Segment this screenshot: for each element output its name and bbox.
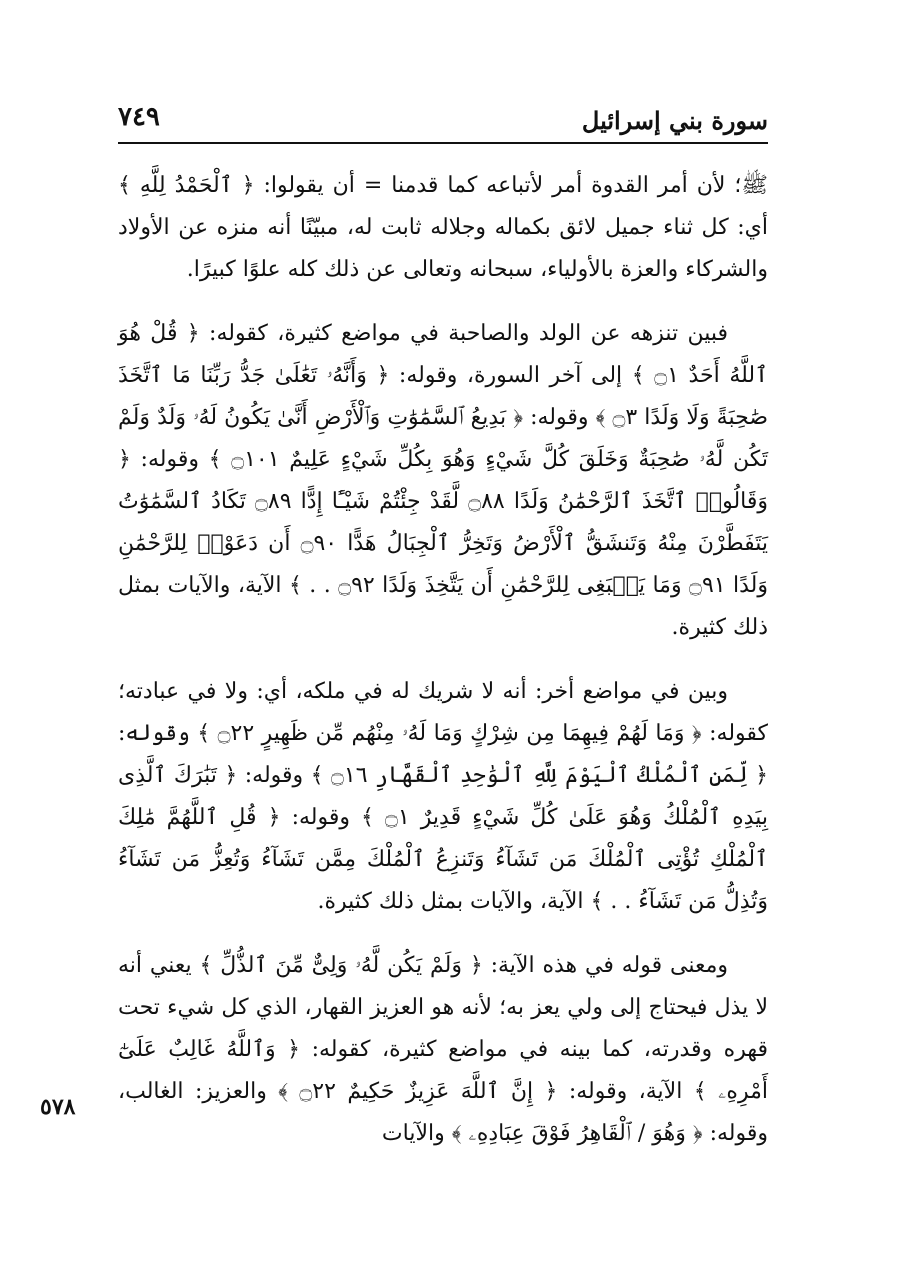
paragraph-1: ﷺ؛ لأن أمر القدوة أمر لأتباعه كما قدمنا = أن يقولوا: ﴿ ٱلْحَمْدُ لِلَّهِ ﴾ أي: كل ثناء جميل لائق بكماله وجلاله ثابت له، مبيّنًا أنه منزه عن الأولاد والشركاء والعزة بالأولياء، سبحانه وتعالى عن ذلك كله علوًا كبيرًا. — [118, 173, 768, 282]
page-body — [118, 165, 768, 1177]
page-header — [118, 100, 768, 144]
paragraph-4: ومعنى قوله في هذه الآية: ﴿ وَلَمْ يَكُن لَّهُۥ وَلِىٌّ مِّنَ ٱلذُّلِّ ﴾ يعني أنه لا يذل فيحتاج إلى ولي يعز به؛ لأنه هو العزيز القهار، الذي كل شيء تحت قهره وقدرته، كما بينه في مواضع كثيرة، كقوله: ﴿ وَٱللَّهُ غَالِبٌ عَلَىٰٓ أَمْرِهِۦ ﴾ الآية، وقوله: ﴿ إِنَّ ٱللَّهَ عَزِيزٌ حَكِيمٌ ۝٢٢ ﴾ والعزيز: الغالب، وقوله: ﴿ وَهُوَ / ٱلْقَاهِرُ فَوْقَ عِبَادِهِۦ ﴾ والآيات — [118, 953, 768, 1146]
page-number: ٧٤٩ — [118, 102, 160, 132]
paragraph-3: وبين في مواضع أخر: أنه لا شريك له في ملكه، أي: ولا في عبادته؛ كقوله: ﴿ وَمَا لَهُمْ فِيهِمَا مِن شِرْكٍ وَمَا لَهُۥ مِنْهُم مِّن ظَهِيرٍ ۝٢٢ ﴾ وقوله: ﴿ لِّمَنِ ٱلْمُلْكُ ٱلْيَوْمَ لِلَّهِ ٱلْوَٰحِدِ ٱلْقَهَّارِ ۝١٦ ﴾ وقوله: ﴿ تَبَٰرَكَ ٱلَّذِى بِيَدِهِ ٱلْمُلْكُ وَهُوَ عَلَىٰ كُلِّ شَيْءٍ قَدِيرٌ ۝١ ﴾ وقوله: ﴿ قُلِ ٱللَّهُمَّ مَٰلِكَ ٱلْمُلْكِ تُؤْتِى ٱلْمُلْكَ مَن تَشَآءُ وَتَنزِعُ ٱلْمُلْكَ مِمَّن تَشَآءُ وَتُعِزُّ مَن تَشَآءُ وَتُذِلُّ مَن تَشَآءُ . . ﴾ الآية، والآيات بمثل ذلك كثيرة. — [118, 679, 769, 914]
surah-title: سورة بني إسرائيل — [581, 106, 768, 135]
margin-page-number: ٥٧٨ — [40, 1094, 76, 1120]
paragraph-2: فبين تنزهه عن الولد والصاحبة في مواضع كثيرة، كقوله: ﴿ قُلْ هُوَ ٱللَّهُ أَحَدٌ ۝١ ﴾ إلى آخر السورة، وقوله: ﴿ وَأَنَّهُۥ تَعَٰلَىٰ جَدُّ رَبِّنَا مَا ٱتَّخَذَ صَٰحِبَةً وَلَا وَلَدًا ۝٣ ﴾ وقوله: ﴿ بَدِيعُ ٱلسَّمَٰوَٰتِ وَٱلْأَرْضِ أَنَّىٰ يَكُونُ لَهُۥ وَلَدٌ وَلَمْ تَكُن لَّهُۥ صَٰحِبَةٌ وَخَلَقَ كُلَّ شَيْءٍ وَهُوَ بِكُلِّ شَيْءٍ عَلِيمٌ ۝١٠١ ﴾ وقوله: ﴿ وَقَالُوا۟ ٱتَّخَذَ ٱلرَّحْمَٰنُ وَلَدًا ۝٨٨ لَّقَدْ جِئْتُمْ شَيْـًٔا إِدًّا ۝٨٩ تَكَادُ ٱلسَّمَٰوَٰتُ يَتَفَطَّرْنَ مِنْهُ وَتَنشَقُّ ٱلْأَرْضُ وَتَخِرُّ ٱلْجِبَالُ هَدًّا ۝٩٠ أَن دَعَوْا۟ لِلرَّحْمَٰنِ وَلَدًا ۝٩١ وَمَا يَنۢبَغِى لِلرَّحْمَٰنِ أَن يَتَّخِذَ وَلَدًا ۝٩٢ . . ﴾ الآية، والآيات بمثل ذلك كثيرة. — [118, 321, 769, 640]
